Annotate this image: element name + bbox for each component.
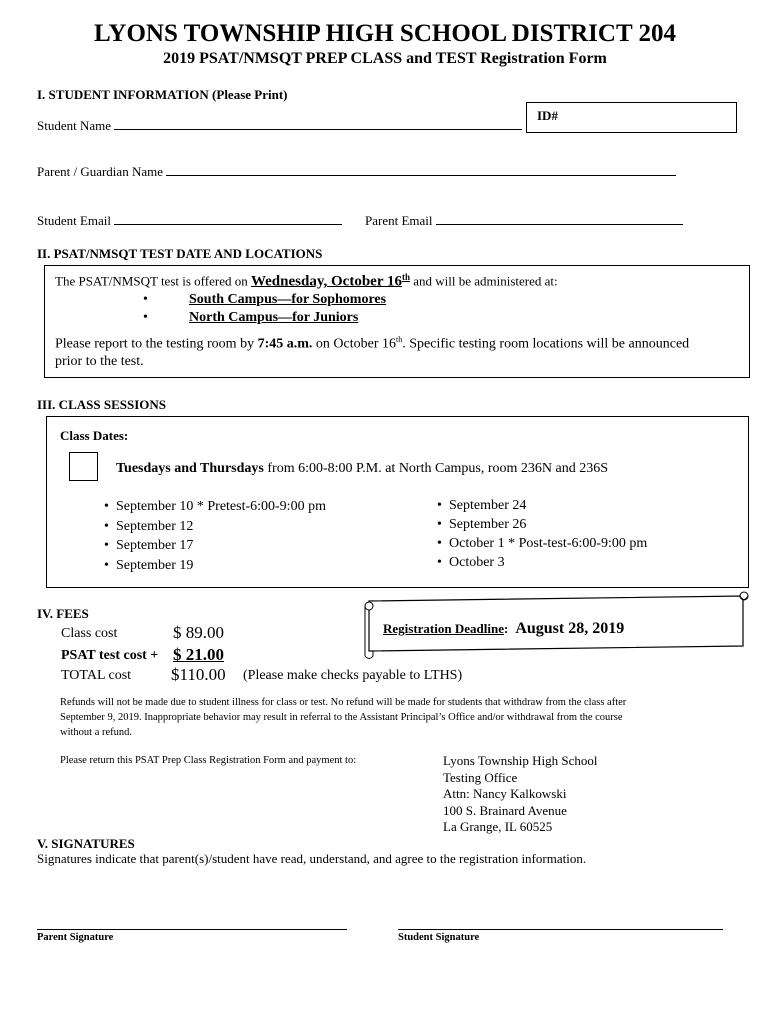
parent-name-field[interactable] <box>166 175 676 176</box>
report-instructions-line2: prior to the test. <box>55 354 144 369</box>
dates-right-list <box>437 496 647 572</box>
student-name-label: Student Name <box>37 118 112 133</box>
section-4-heading: IV. FEES <box>37 606 89 621</box>
parent-name-label: Parent / Guardian Name <box>37 164 163 179</box>
list-item: • September 10 * Pretest-6:00-9:00 pm <box>104 497 326 517</box>
parent-email-label: Parent Email <box>365 213 433 228</box>
student-name-field[interactable] <box>114 129 522 130</box>
refund-policy-line1: Refunds will not be made due to student illness for class or test. No refund will be made for students that withdraw from the class after <box>60 697 627 708</box>
test-date: Wednesday, October 16 <box>250 273 402 290</box>
session-checkbox[interactable] <box>69 452 98 481</box>
form-subtitle: 2019 PSAT/NMSQT PREP CLASS and TEST Registration Form <box>163 50 607 67</box>
section-2-heading: II. PSAT/NMSQT TEST DATE AND LOCATIONS <box>37 246 323 261</box>
session-info: Tuesdays and Thursdays from 6:00-8:00 P.M. at North Campus, room 236N and 236S <box>116 461 609 476</box>
test-intro: The PSAT/NMSQT test is offered on Wednesday, October 16th and will be administered at: <box>55 272 558 290</box>
psat-cost-value: $ 21.00 <box>173 645 224 664</box>
class-cost-value: $ 89.00 <box>173 623 224 642</box>
section-5-heading: V. SIGNATURES <box>37 836 135 851</box>
location-south: South Campus—for Sophomores <box>189 292 387 307</box>
refund-policy-line3: without a refund. <box>60 727 133 738</box>
student-email-label: Student Email <box>37 213 112 228</box>
total-cost-label: TOTAL cost <box>61 668 132 683</box>
list-item: • September 17 <box>104 536 326 556</box>
list-item: • September 19 <box>104 556 326 576</box>
psat-cost-label: PSAT test cost + <box>61 648 159 663</box>
location-list: • South Campus—for Sophomores • North Campus—for Juniors <box>143 292 387 325</box>
address-line: Testing Office <box>443 769 518 785</box>
id-label: ID# <box>537 108 558 123</box>
section-3-heading: III. CLASS SESSIONS <box>37 397 166 412</box>
report-instructions: Please report to the testing room by 7:45 a.m. on October 16th. Specific testing room locations will be announced <box>55 335 690 352</box>
section-1-heading: I. STUDENT INFORMATION (Please Print) <box>37 87 288 102</box>
parent-email-field[interactable] <box>436 224 683 225</box>
list-item: • September 12 <box>104 517 326 537</box>
form-title: LYONS TOWNSHIP HIGH SCHOOL DISTRICT 204 <box>94 20 676 47</box>
dates-left-list <box>104 497 326 575</box>
student-signature-label: Student Signature <box>398 932 480 943</box>
checks-payable-note: (Please make checks payable to LTHS) <box>243 668 463 683</box>
signature-statement: Signatures indicate that parent(s)/student have read, understand, and agree to the registration information. <box>37 851 587 866</box>
location-north: North Campus—for Juniors <box>189 310 359 325</box>
class-cost-label: Class cost <box>61 626 118 641</box>
return-address <box>443 753 598 836</box>
class-dates-label: Class Dates: <box>60 428 129 443</box>
registration-deadline: Registration Deadline: August 28, 2019 <box>383 620 625 637</box>
address-line: La Grange, IL 60525 <box>443 819 553 834</box>
student-email-field[interactable] <box>114 224 342 225</box>
parent-signature-line[interactable] <box>37 915 347 930</box>
return-note: Please return this PSAT Prep Class Registration Form and payment to: <box>60 755 357 766</box>
address-line: 100 S. Brainard Avenue <box>443 802 567 818</box>
address-line: Lyons Township High School <box>443 753 598 768</box>
deadline-date: August 28, 2019 <box>515 620 625 637</box>
list-item: • September 24 <box>437 496 647 515</box>
address-line: Attn: Nancy Kalkowski <box>443 786 567 801</box>
student-signature-line[interactable] <box>398 915 723 930</box>
total-cost-value: $110.00 <box>171 665 226 684</box>
list-item: • September 26 <box>437 515 647 534</box>
refund-policy-line2: September 9, 2019. Inappropriate behavior may result in referral to the Assistant Principal’s Office and/or withdrawal from the course <box>60 712 623 723</box>
list-item: • October 1 * Post-test-6:00-9:00 pm <box>437 534 647 553</box>
parent-signature-label: Parent Signature <box>37 932 114 943</box>
list-item: • October 3 <box>437 553 647 572</box>
